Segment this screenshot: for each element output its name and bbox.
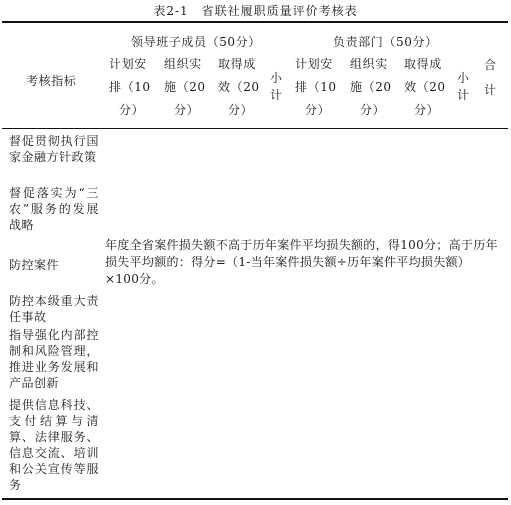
case-prevention-scoring-rule: 年度全省案件损失额不高于历年案件平均损失额的，得100分；高于历年损失平均额的：得分=（1-当年案件损失额÷历年案件平均损失额）×100分。 [105,238,498,286]
header-bottom-rule [2,128,508,129]
indicator-policy: 督促贯彻执行国家金融方针政策 [9,134,99,164]
leaders-organize-header: 组织实 施（20 分） [164,57,206,117]
leaders-plan-header: 计划安 排（10 分） [109,57,151,117]
indicator-service-support: 提供信息科技、支付结算与清算、法律服务、信息交流、培训和公关宣传等服务 [9,398,99,492]
leaders-group-header: 领导班子成员（50分） [131,35,261,49]
indicator-major-accident: 防控本级重大责任事故 [9,294,99,324]
leaders-result-header: 取得成 效（20 分） [218,57,260,117]
top-rule [2,21,508,23]
bottom-rule [2,498,508,500]
table-caption: 表2-1 省联社履职质量评价考核表 [153,4,358,18]
departments-subtotal-header: 小计 [457,71,470,102]
departments-result-header: 取得成 效（20 分） [404,57,446,117]
departments-plan-header: 计划安 排（10 分） [295,57,337,117]
departments-group-header: 负责部门（50分） [333,35,438,49]
total-header: 合计 [484,58,497,97]
indicator-case-prevention: 防控案件 [9,258,60,272]
leaders-subtotal-header: 小计 [270,71,283,102]
indicator-column-header: 考核指标 [26,74,77,88]
departments-organize-header: 组织实 施（20 分） [350,57,392,117]
indicator-internal-control: 指导强化内部控制和风险管理，推进业务发展和产品创新 [9,328,99,390]
indicator-rural-service: 督促落实为“三农”服务的发展战略 [9,186,99,232]
